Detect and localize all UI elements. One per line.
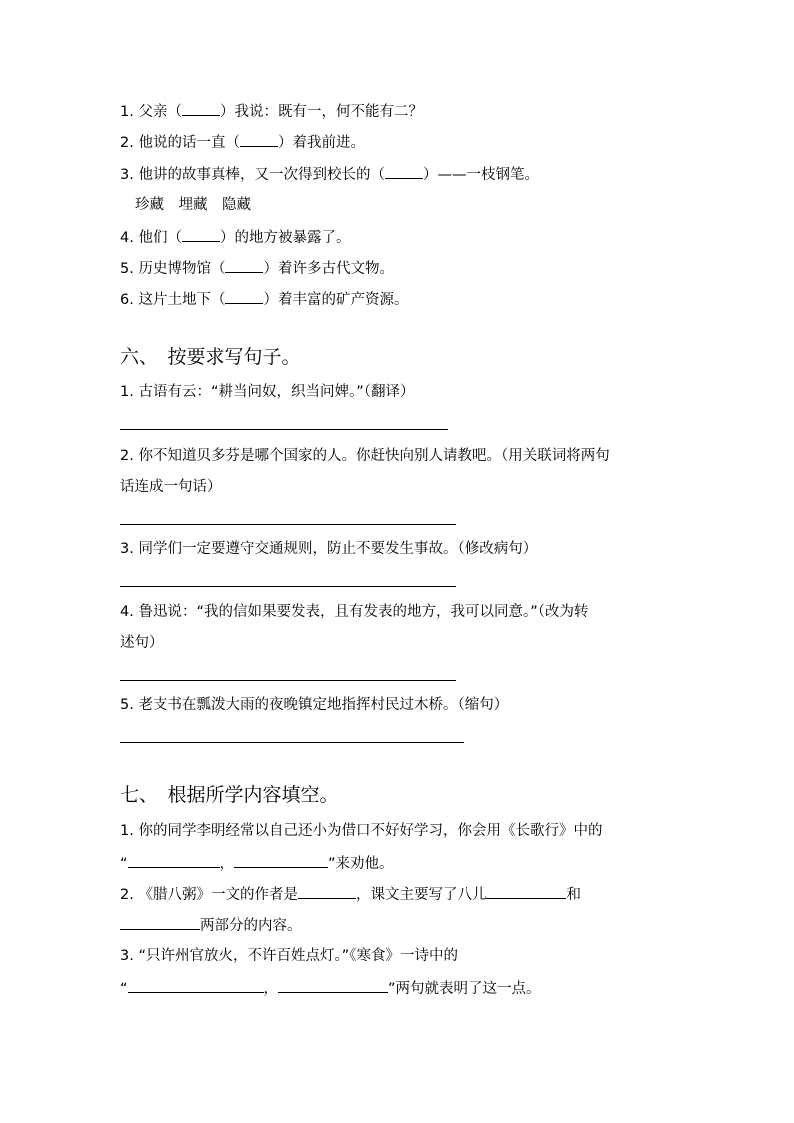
s6-question-2-line1: 2. 你不知道贝多芬是哪个国家的人。你赶快向别人请教吧。（用关联词将两句: [120, 448, 610, 464]
s7-question-1-line1: 1. 你的同学李明经常以自己还小为借口不好好学习，你会用《长歌行》中的: [120, 823, 603, 839]
item-text: ）着丰富的矿产资源。: [263, 292, 409, 308]
s7-question-2-line2: [120, 914, 302, 936]
answer-line[interactable]: [120, 586, 456, 587]
item-text: 4. 他们（: [120, 230, 182, 246]
quote-mark: “: [120, 856, 128, 872]
s6-question-2-line2: 话连成一句话）: [120, 479, 222, 495]
answer-blank[interactable]: [182, 101, 220, 116]
fill-item-6: [120, 289, 408, 310]
answer-blank[interactable]: [234, 852, 328, 868]
answer-blank[interactable]: [128, 852, 220, 868]
answer-blank[interactable]: [486, 883, 566, 899]
section-7-heading: 七、 根据所学内容填空。: [120, 784, 339, 806]
comma: ，: [263, 981, 279, 997]
answer-blank[interactable]: [298, 883, 356, 899]
comma: ，: [219, 856, 235, 872]
answer-line[interactable]: [120, 680, 456, 681]
fill-item-5: [120, 258, 394, 279]
item-text: 3. 他讲的故事真棒，又一次得到校长的（: [120, 167, 385, 183]
s6-question-1: 1. 古语有云：“耕当问奴，织当问婢。”（翻译）: [120, 384, 415, 400]
answer-blank[interactable]: [240, 132, 278, 147]
answer-blank[interactable]: [225, 258, 263, 273]
fill-item-4: [120, 227, 350, 248]
fill-item-2: [120, 132, 365, 153]
item-text: ）的地方被暴露了。: [219, 230, 351, 246]
answer-line[interactable]: [120, 429, 448, 430]
s6-question-5: 5. 老支书在瓢泼大雨的夜晚镇定地指挥村民过木桥。（缩句）: [120, 697, 509, 713]
answer-blank[interactable]: [120, 914, 200, 930]
item-text: 5. 历史博物馆（: [120, 261, 226, 277]
answer-blank[interactable]: [225, 289, 263, 304]
item-text: ）——一枝钢笔。: [422, 167, 539, 183]
s7-question-3-line1: 3. “只许州官放火，不许百姓点灯。”《寒食》一诗中的: [120, 948, 458, 964]
s6-question-4-line2: 述句）: [120, 635, 164, 651]
item-text: ）着许多古代文物。: [263, 261, 394, 277]
answer-blank[interactable]: [278, 977, 388, 993]
item-text: 2. 他说的话一直（: [120, 135, 240, 151]
answer-line[interactable]: [120, 524, 456, 525]
s7-question-3-line2: [120, 977, 541, 999]
s7-question-1-line2: [120, 852, 394, 874]
item-text: ）着我前进。: [277, 135, 365, 151]
quote-mark: “: [120, 981, 128, 997]
item-text: 6. 这片土地下（: [120, 292, 226, 308]
answer-blank[interactable]: [128, 977, 264, 993]
answer-line[interactable]: [120, 742, 464, 743]
s6-question-3: 3. 同学们一定要遵守交通规则，防止不要发生事故。（修改病句）: [120, 541, 538, 557]
s7-question-2-line1: [120, 883, 581, 905]
section-6-heading: 六、 按要求写句子。: [120, 346, 301, 368]
word-bank: 珍藏 埋藏 隐藏: [135, 197, 251, 213]
s6-question-4-line1: 4. 鲁迅说：“我的信如果要发表，且有发表的地方，我可以同意。”（改为转: [120, 604, 589, 620]
item-text: 2. 《腊八粥》一文的作者是: [120, 887, 298, 903]
item-text: ”来劝他。: [328, 856, 394, 872]
item-text: 和: [566, 887, 581, 903]
item-text: 两部分的内容。: [200, 918, 302, 934]
fill-item-3: [120, 164, 539, 185]
fill-item-1: [120, 101, 423, 122]
item-text: ”两句就表明了这一点。: [388, 981, 541, 997]
item-text: ）我说：既有一，何不能有二？: [219, 104, 423, 120]
item-text: ，课文主要写了八儿: [355, 887, 487, 903]
answer-blank[interactable]: [182, 227, 220, 242]
item-text: 1. 父亲（: [120, 104, 182, 120]
answer-blank[interactable]: [385, 164, 423, 179]
